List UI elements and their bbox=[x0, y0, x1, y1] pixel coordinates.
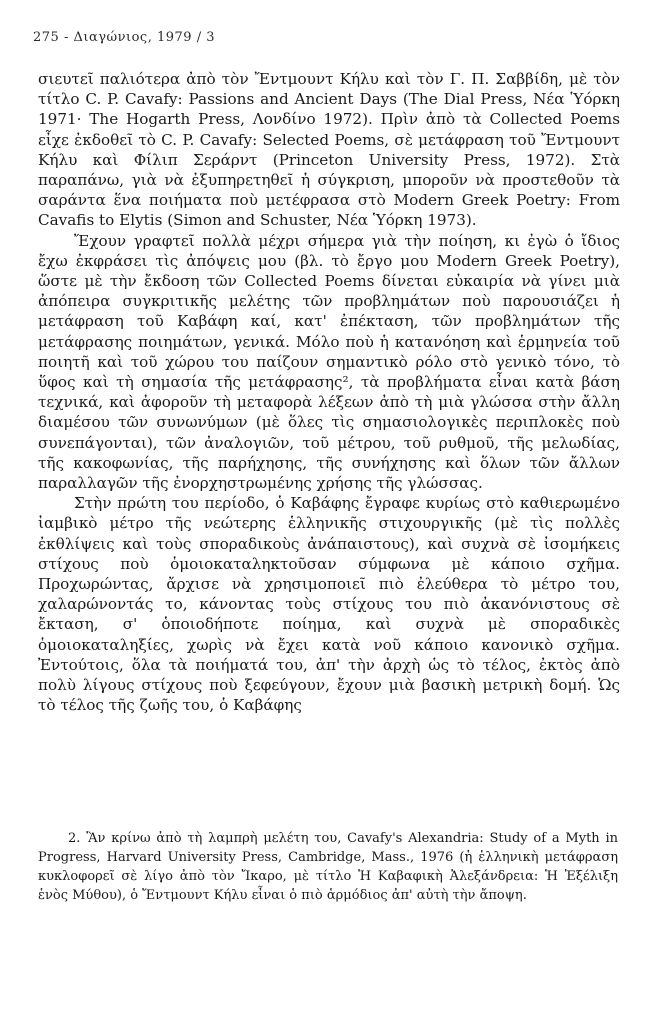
paragraph-translation-problems: Ἔχουν γραφτεῖ πολλὰ μέχρι σήμερα γιὰ τὴν ποίηση, κι ἐγὼ ὁ ἴδιος ἔχω ἐκφράσει τὶς ἀπόψεις μου (βλ. τὸ ἔργο μου Modern Greek Poetry), ὥστε μὲ τὴν ἔκδοση τῶν Collected Poems δίνεται εὐκαιρία νὰ γίνει μιὰ ἀπόπειρα συγκριτικῆς μελέτης τῶν προβλημάτων ποὺ παρουσιάζει ἡ μετάφραση τοῦ Καβάφη καί, κατ' ἐπέκταση, τῶν προβλημάτων τῆς μετάφρασης ποιημάτων, γενικά. Μόλο ποὺ ἡ κατανόηση καὶ ἑρμηνεία τοῦ ποιητῆ καὶ τοῦ χώρου του παίζουν σημαντικὸ ρόλο στὸ γενικὸ τόνο, τὸ ὕφος καὶ τὴ σημασία τῆς μετάφρασης², τὰ προβλήματα εἶναι κατὰ βάση τεχνικά, καὶ ἀφοροῦν τὴ μεταφορὰ λέξεων ἀπὸ τὴ μιὰ γλώσσα στὴν ἄλλη διαμέσου τῶν συνωνύμων (μὲ ὅλες τὶς σημασιολογικὲς περιπλοκὲς ποὺ συνεπάγονται), τῶν ἀναλογιῶν, τοῦ μέτρου, τοῦ ρυθμοῦ, τῆς μελωδίας, τῆς κακοφωνίας, τῆς παρήχησης, τῆς συνήχησης καὶ ὅλων τῶν ἄλλων παραλλαγῶν τῆς ἐνορχηστρωμένης χρήσης τῆς γλώσσας. bbox=[38, 231, 620, 493]
footnote: 2. Ἂν κρίνω ἀπὸ τὴ λαμπρὴ μελέτη του, Cavafy's Alexandria: Study of a Myth in Progress, Harvard University Press, Cambridge, Mass., 1976 (ἡ ἑλληνικὴ μετάφραση κυκλοφορεῖ σὲ λίγο ἀπὸ τὸν Ἴκαρο, μὲ τίτλο Ἡ Καβαφικὴ Ἀλεξάνδρεια: Ἡ Ἐξέλιξη ἑνὸς Μύθου), ὁ Ἔντμουντ Κήλυ εἶναι ὁ πιὸ ἁρμόδιος ἀπ' αὐτὴ τὴν ἄποψη. bbox=[38, 831, 618, 903]
body-text bbox=[38, 69, 620, 716]
paragraph-continuation: σιευτεῖ παλιότερα ἀπὸ τὸν Ἔντμουντ Κήλυ καὶ τὸν Γ. Π. Σαββίδη, μὲ τὸν τίτλο C. P. Cavafy: Passions and Ancient Days (The Dial Press, Νέα Ὑόρκη 1971· The Hogarth Press, Λονδίνο 1972). Πρὶν ἀπὸ τὰ Collected Poems εἶχε ἐκδοθεῖ τὸ C. P. Cavafy: Selected Poems, σὲ μετάφραση τοῦ Ἔντμουντ Κήλυ καὶ Φίλιπ Σεράρντ (Princeton University Press, 1972). Στὰ παραπάνω, γιὰ νὰ ἐξυπηρετηθεῖ ἡ σύγκριση, μποροῦν νὰ προστεθοῦν τὰ σαράντα ἕνα ποιήματα ποὺ μετέφρασα στὸ Modern Greek Poetry: From Cavafis to Elytis (Simon and Schuster, Νέα Ὑόρκη 1973). bbox=[38, 70, 620, 230]
paragraph-meter: Στὴν πρώτη του περίοδο, ὁ Καβάφης ἔγραφε κυρίως στὸ καθιερωμένο ἰαμβικὸ μέτρο τῆς νεώτερης ἑλληνικῆς στιχουργικῆς (μὲ τὶς πολλὲς ἐκθλίψεις καὶ τοὺς σποραδικοὺς ἀνάπαιστους), καὶ συχνὰ σὲ ἰσομήκεις στίχους ποὺ ὁμοιοκαταληκτοῦσαν σύμφωνα μὲ κάποιο σχῆμα. Προχωρώντας, ἄρχισε νὰ χρησιμοποιεῖ πιὸ ἐλεύθερα τὸ μέτρο του, χαλαρώνοντάς το, κάνοντας τοὺς στίχους του πιὸ ἀκανόνιστους σὲ ἔκταση, σ' ὁποιοδήποτε ποίημα, καὶ συχνὰ μὲ σποραδικὲς ὁμοιοκαταληξίες, χωρὶς νὰ ἔχει κατὰ νοῦ κάποιο κανονικὸ σχῆμα. Ἐντούτοις, ὅλα τὰ ποιήματά του, ἀπ' τὴν ἀρχὴ ὡς τὸ τέλος, ἐκτὸς ἀπὸ πολὺ λίγους στίχους ποὺ ξεφεύγουν, ἔχουν μιὰ βασικὴ μετρικὴ δομή. Ὡς τὸ τέλος τῆς ζωῆς του, ὁ Καβάφης bbox=[38, 494, 620, 715]
running-head: 275 - Διαγώνιος, 1979 / 3 bbox=[33, 30, 215, 45]
